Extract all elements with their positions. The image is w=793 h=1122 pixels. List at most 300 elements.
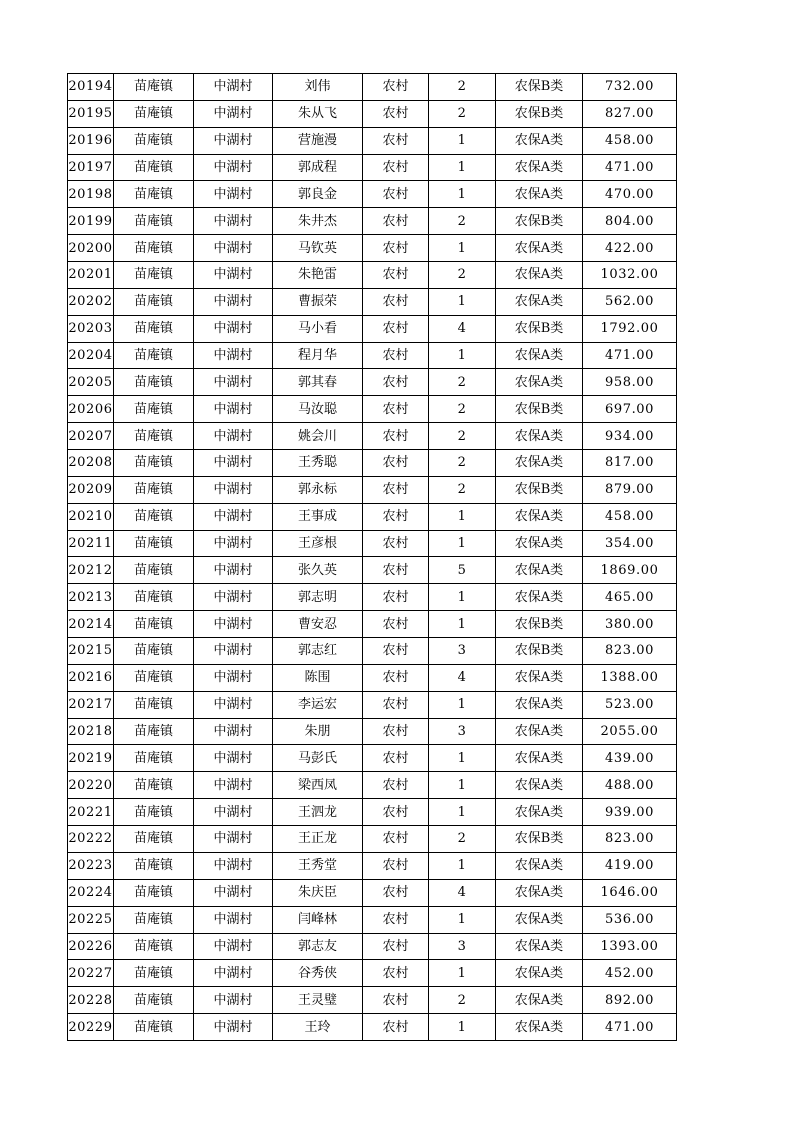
record-id-cell: 20202 (68, 288, 114, 315)
village-cell: 中湖村 (194, 127, 273, 154)
person-count-cell: 2 (429, 74, 496, 101)
person-count-cell: 1 (429, 1014, 496, 1041)
name-cell: 王事成 (273, 503, 363, 530)
table-row (68, 960, 677, 987)
household-type-cell: 农村 (363, 342, 429, 369)
name-cell: 郭良金 (273, 181, 363, 208)
household-type-cell: 农村 (363, 100, 429, 127)
amount-cell: 439.00 (583, 745, 677, 772)
table-row (68, 745, 677, 772)
table-row (68, 664, 677, 691)
table-row (68, 933, 677, 960)
village-cell: 中湖村 (194, 100, 273, 127)
name-cell: 马钦英 (273, 235, 363, 262)
record-id-cell: 20222 (68, 826, 114, 853)
person-count-cell: 2 (429, 987, 496, 1014)
household-type-cell: 农村 (363, 235, 429, 262)
name-cell: 张久英 (273, 557, 363, 584)
person-count-cell: 2 (429, 208, 496, 235)
village-cell: 中湖村 (194, 450, 273, 477)
name-cell: 梁西凤 (273, 772, 363, 799)
name-cell: 陈围 (273, 664, 363, 691)
record-id-cell: 20229 (68, 1014, 114, 1041)
category-cell: 农保A类 (496, 503, 583, 530)
town-cell: 苗庵镇 (114, 799, 194, 826)
table-row (68, 154, 677, 181)
category-cell: 农保B类 (496, 100, 583, 127)
table-row (68, 772, 677, 799)
person-count-cell: 3 (429, 638, 496, 665)
village-cell: 中湖村 (194, 960, 273, 987)
town-cell: 苗庵镇 (114, 503, 194, 530)
town-cell: 苗庵镇 (114, 530, 194, 557)
household-type-cell: 农村 (363, 288, 429, 315)
category-cell: 农保A类 (496, 745, 583, 772)
person-count-cell: 2 (429, 423, 496, 450)
amount-cell: 934.00 (583, 423, 677, 450)
household-type-cell: 农村 (363, 799, 429, 826)
person-count-cell: 2 (429, 476, 496, 503)
record-id-cell: 20205 (68, 369, 114, 396)
person-count-cell: 1 (429, 584, 496, 611)
category-cell: 农保A类 (496, 530, 583, 557)
category-cell: 农保A类 (496, 987, 583, 1014)
category-cell: 农保B类 (496, 315, 583, 342)
category-cell: 农保B类 (496, 611, 583, 638)
record-id-cell: 20207 (68, 423, 114, 450)
person-count-cell: 3 (429, 933, 496, 960)
amount-cell: 422.00 (583, 235, 677, 262)
record-id-cell: 20199 (68, 208, 114, 235)
name-cell: 朱从飞 (273, 100, 363, 127)
category-cell: 农保A类 (496, 450, 583, 477)
table-row (68, 476, 677, 503)
household-type-cell: 农村 (363, 745, 429, 772)
name-cell: 王秀堂 (273, 852, 363, 879)
town-cell: 苗庵镇 (114, 208, 194, 235)
category-cell: 农保A类 (496, 235, 583, 262)
town-cell: 苗庵镇 (114, 960, 194, 987)
household-type-cell: 农村 (363, 987, 429, 1014)
table-row (68, 181, 677, 208)
record-id-cell: 20217 (68, 691, 114, 718)
amount-cell: 465.00 (583, 584, 677, 611)
town-cell: 苗庵镇 (114, 74, 194, 101)
village-cell: 中湖村 (194, 369, 273, 396)
person-count-cell: 1 (429, 611, 496, 638)
household-type-cell: 农村 (363, 208, 429, 235)
record-id-cell: 20196 (68, 127, 114, 154)
category-cell: 农保B类 (496, 396, 583, 423)
name-cell: 王秀聪 (273, 450, 363, 477)
category-cell: 农保A类 (496, 342, 583, 369)
record-id-cell: 20227 (68, 960, 114, 987)
person-count-cell: 2 (429, 396, 496, 423)
town-cell: 苗庵镇 (114, 369, 194, 396)
name-cell: 王正龙 (273, 826, 363, 853)
person-count-cell: 1 (429, 503, 496, 530)
amount-cell: 471.00 (583, 1014, 677, 1041)
household-type-cell: 农村 (363, 772, 429, 799)
category-cell: 农保A类 (496, 127, 583, 154)
record-id-cell: 20213 (68, 584, 114, 611)
name-cell: 朱朋 (273, 718, 363, 745)
category-cell: 农保B类 (496, 826, 583, 853)
record-id-cell: 20195 (68, 100, 114, 127)
name-cell: 王泗龙 (273, 799, 363, 826)
name-cell: 曹安忍 (273, 611, 363, 638)
record-id-cell: 20218 (68, 718, 114, 745)
category-cell: 农保B类 (496, 638, 583, 665)
name-cell: 王灵璧 (273, 987, 363, 1014)
village-cell: 中湖村 (194, 664, 273, 691)
town-cell: 苗庵镇 (114, 476, 194, 503)
household-type-cell: 农村 (363, 933, 429, 960)
amount-cell: 1646.00 (583, 879, 677, 906)
person-count-cell: 2 (429, 826, 496, 853)
table-row (68, 691, 677, 718)
amount-cell: 470.00 (583, 181, 677, 208)
category-cell: 农保B类 (496, 476, 583, 503)
person-count-cell: 1 (429, 154, 496, 181)
amount-cell: 817.00 (583, 450, 677, 477)
name-cell: 程月华 (273, 342, 363, 369)
record-id-cell: 20210 (68, 503, 114, 530)
record-id-cell: 20208 (68, 450, 114, 477)
village-cell: 中湖村 (194, 745, 273, 772)
person-count-cell: 2 (429, 262, 496, 289)
person-count-cell: 1 (429, 342, 496, 369)
category-cell: 农保A类 (496, 852, 583, 879)
amount-cell: 458.00 (583, 503, 677, 530)
table-row (68, 826, 677, 853)
village-cell: 中湖村 (194, 933, 273, 960)
household-type-cell: 农村 (363, 262, 429, 289)
name-cell: 王玲 (273, 1014, 363, 1041)
table-row (68, 611, 677, 638)
household-type-cell: 农村 (363, 691, 429, 718)
amount-cell: 523.00 (583, 691, 677, 718)
name-cell: 郭志友 (273, 933, 363, 960)
village-cell: 中湖村 (194, 987, 273, 1014)
record-id-cell: 20221 (68, 799, 114, 826)
name-cell: 闫峰林 (273, 906, 363, 933)
name-cell: 郭志明 (273, 584, 363, 611)
household-type-cell: 农村 (363, 181, 429, 208)
record-id-cell: 20211 (68, 530, 114, 557)
category-cell: 农保B类 (496, 208, 583, 235)
household-type-cell: 农村 (363, 584, 429, 611)
name-cell: 马彭氏 (273, 745, 363, 772)
household-type-cell: 农村 (363, 503, 429, 530)
table-body (68, 74, 677, 1041)
household-type-cell: 农村 (363, 557, 429, 584)
record-id-cell: 20212 (68, 557, 114, 584)
record-id-cell: 20215 (68, 638, 114, 665)
town-cell: 苗庵镇 (114, 987, 194, 1014)
amount-cell: 562.00 (583, 288, 677, 315)
category-cell: 农保A类 (496, 1014, 583, 1041)
category-cell: 农保A类 (496, 154, 583, 181)
record-id-cell: 20223 (68, 852, 114, 879)
village-cell: 中湖村 (194, 718, 273, 745)
village-cell: 中湖村 (194, 638, 273, 665)
village-cell: 中湖村 (194, 342, 273, 369)
name-cell: 马小看 (273, 315, 363, 342)
person-count-cell: 1 (429, 530, 496, 557)
household-type-cell: 农村 (363, 611, 429, 638)
table-row (68, 235, 677, 262)
table-row (68, 530, 677, 557)
village-cell: 中湖村 (194, 235, 273, 262)
amount-cell: 697.00 (583, 396, 677, 423)
village-cell: 中湖村 (194, 288, 273, 315)
person-count-cell: 1 (429, 181, 496, 208)
table-row (68, 799, 677, 826)
household-type-cell: 农村 (363, 852, 429, 879)
amount-cell: 419.00 (583, 852, 677, 879)
record-id-cell: 20198 (68, 181, 114, 208)
village-cell: 中湖村 (194, 906, 273, 933)
table-row (68, 852, 677, 879)
person-count-cell: 4 (429, 315, 496, 342)
town-cell: 苗庵镇 (114, 879, 194, 906)
person-count-cell: 4 (429, 664, 496, 691)
village-cell: 中湖村 (194, 208, 273, 235)
village-cell: 中湖村 (194, 74, 273, 101)
name-cell: 刘伟 (273, 74, 363, 101)
village-cell: 中湖村 (194, 154, 273, 181)
record-id-cell: 20200 (68, 235, 114, 262)
town-cell: 苗庵镇 (114, 342, 194, 369)
household-type-cell: 农村 (363, 127, 429, 154)
village-cell: 中湖村 (194, 691, 273, 718)
village-cell: 中湖村 (194, 181, 273, 208)
person-count-cell: 2 (429, 369, 496, 396)
town-cell: 苗庵镇 (114, 745, 194, 772)
amount-cell: 939.00 (583, 799, 677, 826)
table-row (68, 906, 677, 933)
town-cell: 苗庵镇 (114, 557, 194, 584)
record-id-cell: 20209 (68, 476, 114, 503)
town-cell: 苗庵镇 (114, 906, 194, 933)
household-type-cell: 农村 (363, 879, 429, 906)
table-row (68, 396, 677, 423)
town-cell: 苗庵镇 (114, 315, 194, 342)
village-cell: 中湖村 (194, 423, 273, 450)
amount-cell: 823.00 (583, 826, 677, 853)
village-cell: 中湖村 (194, 262, 273, 289)
amount-cell: 823.00 (583, 638, 677, 665)
amount-cell: 1388.00 (583, 664, 677, 691)
record-id-cell: 20194 (68, 74, 114, 101)
category-cell: 农保A类 (496, 960, 583, 987)
person-count-cell: 1 (429, 799, 496, 826)
household-type-cell: 农村 (363, 664, 429, 691)
record-id-cell: 20197 (68, 154, 114, 181)
table-row (68, 503, 677, 530)
village-cell: 中湖村 (194, 852, 273, 879)
name-cell: 朱庆臣 (273, 879, 363, 906)
amount-cell: 892.00 (583, 987, 677, 1014)
record-id-cell: 20216 (68, 664, 114, 691)
town-cell: 苗庵镇 (114, 718, 194, 745)
category-cell: 农保A类 (496, 906, 583, 933)
category-cell: 农保A类 (496, 288, 583, 315)
village-cell: 中湖村 (194, 826, 273, 853)
amount-cell: 827.00 (583, 100, 677, 127)
person-count-cell: 1 (429, 691, 496, 718)
amount-cell: 452.00 (583, 960, 677, 987)
household-type-cell: 农村 (363, 826, 429, 853)
table-row (68, 315, 677, 342)
town-cell: 苗庵镇 (114, 181, 194, 208)
record-id-cell: 20224 (68, 879, 114, 906)
town-cell: 苗庵镇 (114, 584, 194, 611)
category-cell: 农保A类 (496, 664, 583, 691)
name-cell: 马汝聪 (273, 396, 363, 423)
data-table (67, 73, 677, 1041)
name-cell: 郭永标 (273, 476, 363, 503)
amount-cell: 1393.00 (583, 933, 677, 960)
person-count-cell: 5 (429, 557, 496, 584)
amount-cell: 732.00 (583, 74, 677, 101)
table-row (68, 208, 677, 235)
name-cell: 郭其春 (273, 369, 363, 396)
village-cell: 中湖村 (194, 476, 273, 503)
name-cell: 姚会川 (273, 423, 363, 450)
town-cell: 苗庵镇 (114, 262, 194, 289)
amount-cell: 1792.00 (583, 315, 677, 342)
person-count-cell: 1 (429, 906, 496, 933)
category-cell: 农保A类 (496, 718, 583, 745)
table-row (68, 423, 677, 450)
person-count-cell: 1 (429, 960, 496, 987)
village-cell: 中湖村 (194, 611, 273, 638)
village-cell: 中湖村 (194, 503, 273, 530)
amount-cell: 471.00 (583, 154, 677, 181)
name-cell: 营施漫 (273, 127, 363, 154)
table-row (68, 288, 677, 315)
name-cell: 郭志红 (273, 638, 363, 665)
household-type-cell: 农村 (363, 396, 429, 423)
town-cell: 苗庵镇 (114, 933, 194, 960)
town-cell: 苗庵镇 (114, 611, 194, 638)
table-row (68, 74, 677, 101)
town-cell: 苗庵镇 (114, 450, 194, 477)
person-count-cell: 1 (429, 852, 496, 879)
village-cell: 中湖村 (194, 799, 273, 826)
table-row (68, 879, 677, 906)
category-cell: 农保A类 (496, 262, 583, 289)
village-cell: 中湖村 (194, 1014, 273, 1041)
table-row (68, 342, 677, 369)
name-cell: 曹振荣 (273, 288, 363, 315)
person-count-cell: 1 (429, 288, 496, 315)
person-count-cell: 3 (429, 718, 496, 745)
name-cell: 李运宏 (273, 691, 363, 718)
record-id-cell: 20219 (68, 745, 114, 772)
town-cell: 苗庵镇 (114, 288, 194, 315)
table-row (68, 369, 677, 396)
household-type-cell: 农村 (363, 718, 429, 745)
household-type-cell: 农村 (363, 1014, 429, 1041)
record-id-cell: 20228 (68, 987, 114, 1014)
town-cell: 苗庵镇 (114, 423, 194, 450)
amount-cell: 1869.00 (583, 557, 677, 584)
table-row (68, 987, 677, 1014)
town-cell: 苗庵镇 (114, 1014, 194, 1041)
table-row (68, 557, 677, 584)
household-type-cell: 农村 (363, 530, 429, 557)
amount-cell: 958.00 (583, 369, 677, 396)
category-cell: 农保A类 (496, 799, 583, 826)
amount-cell: 471.00 (583, 342, 677, 369)
village-cell: 中湖村 (194, 530, 273, 557)
town-cell: 苗庵镇 (114, 100, 194, 127)
town-cell: 苗庵镇 (114, 852, 194, 879)
record-id-cell: 20201 (68, 262, 114, 289)
person-count-cell: 2 (429, 450, 496, 477)
record-id-cell: 20204 (68, 342, 114, 369)
name-cell: 谷秀侠 (273, 960, 363, 987)
category-cell: 农保A类 (496, 879, 583, 906)
amount-cell: 380.00 (583, 611, 677, 638)
category-cell: 农保A类 (496, 584, 583, 611)
household-type-cell: 农村 (363, 423, 429, 450)
table-row (68, 1014, 677, 1041)
town-cell: 苗庵镇 (114, 127, 194, 154)
category-cell: 农保B类 (496, 74, 583, 101)
record-id-cell: 20203 (68, 315, 114, 342)
town-cell: 苗庵镇 (114, 691, 194, 718)
village-cell: 中湖村 (194, 584, 273, 611)
town-cell: 苗庵镇 (114, 235, 194, 262)
town-cell: 苗庵镇 (114, 826, 194, 853)
town-cell: 苗庵镇 (114, 664, 194, 691)
household-type-cell: 农村 (363, 450, 429, 477)
category-cell: 农保A类 (496, 423, 583, 450)
table-row (68, 450, 677, 477)
table-row (68, 262, 677, 289)
amount-cell: 458.00 (583, 127, 677, 154)
table-row (68, 584, 677, 611)
record-id-cell: 20226 (68, 933, 114, 960)
town-cell: 苗庵镇 (114, 154, 194, 181)
person-count-cell: 2 (429, 100, 496, 127)
household-type-cell: 农村 (363, 369, 429, 396)
village-cell: 中湖村 (194, 879, 273, 906)
table-row (68, 638, 677, 665)
amount-cell: 1032.00 (583, 262, 677, 289)
person-count-cell: 4 (429, 879, 496, 906)
category-cell: 农保A类 (496, 181, 583, 208)
town-cell: 苗庵镇 (114, 772, 194, 799)
village-cell: 中湖村 (194, 772, 273, 799)
household-type-cell: 农村 (363, 315, 429, 342)
amount-cell: 488.00 (583, 772, 677, 799)
village-cell: 中湖村 (194, 396, 273, 423)
record-id-cell: 20214 (68, 611, 114, 638)
record-id-cell: 20206 (68, 396, 114, 423)
category-cell: 农保A类 (496, 557, 583, 584)
town-cell: 苗庵镇 (114, 396, 194, 423)
amount-cell: 879.00 (583, 476, 677, 503)
person-count-cell: 1 (429, 745, 496, 772)
household-type-cell: 农村 (363, 638, 429, 665)
amount-cell: 536.00 (583, 906, 677, 933)
town-cell: 苗庵镇 (114, 638, 194, 665)
